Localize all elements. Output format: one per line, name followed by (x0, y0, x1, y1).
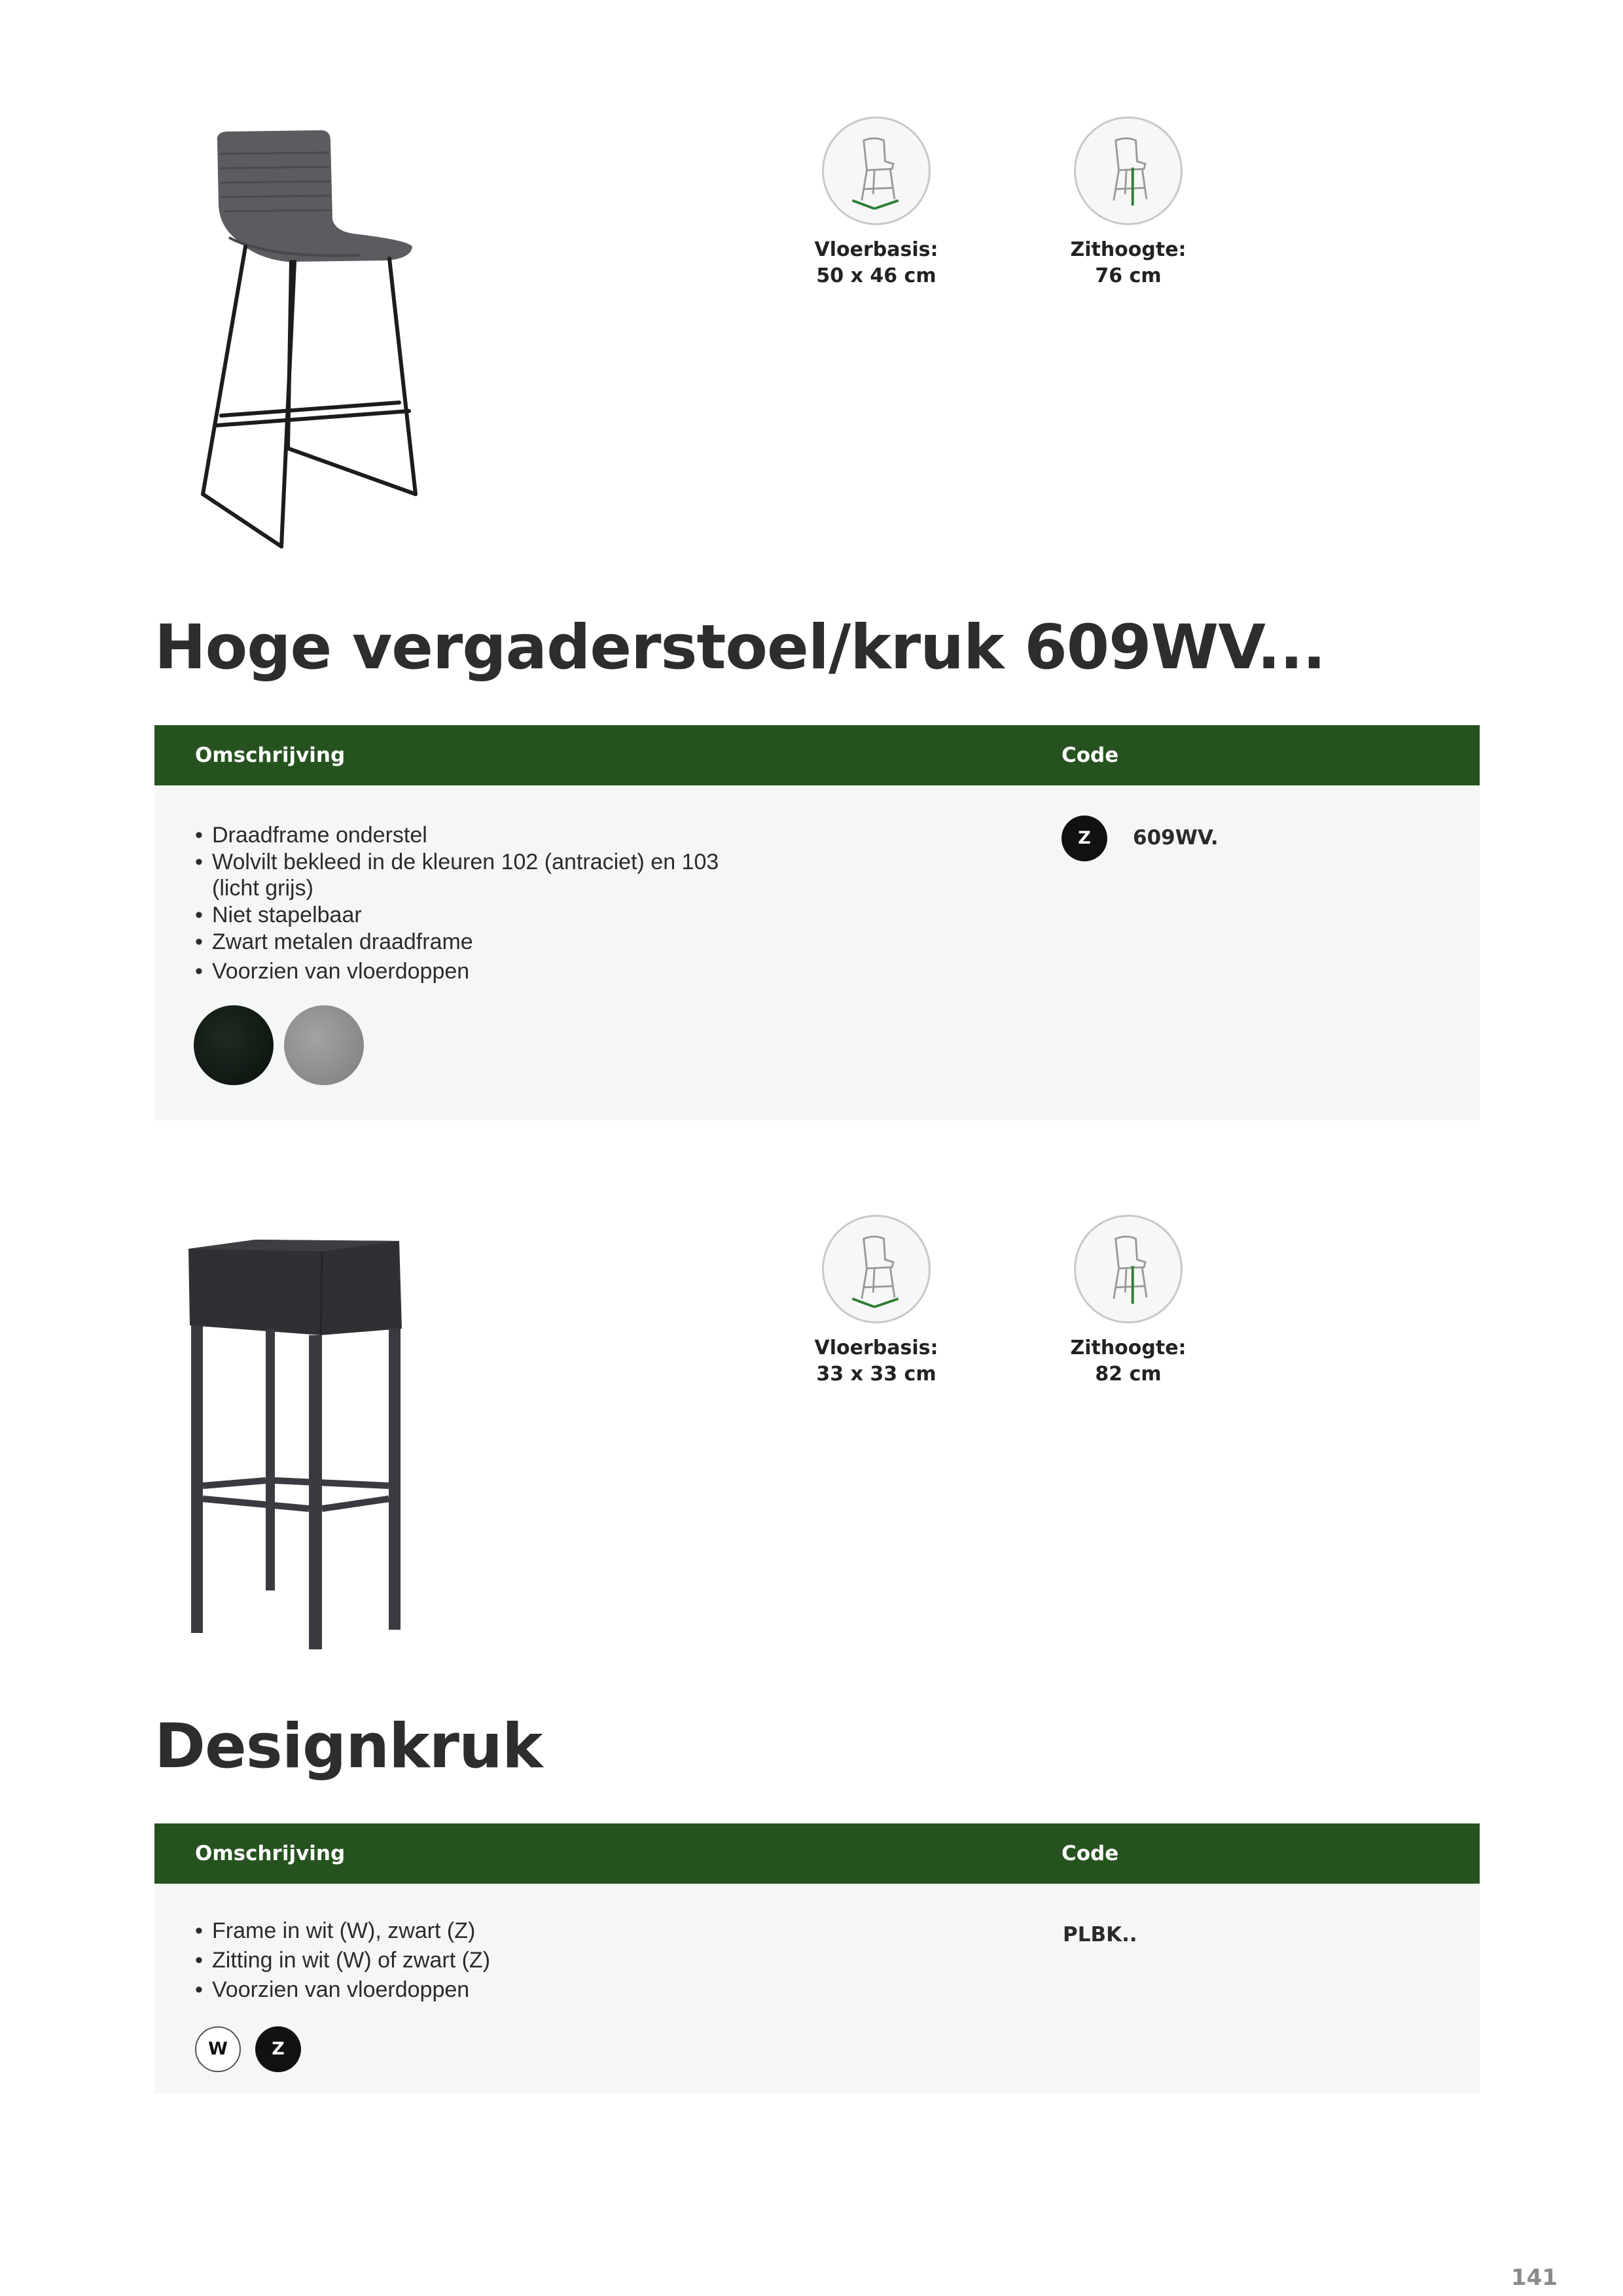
design-stool-image (183, 1237, 406, 1649)
list-item: • Wolvilt bekleed in de kleuren 102 (antraciet) en 103 (licht grijs) (195, 849, 732, 901)
list-item: • Frame in wit (W), zwart (Z) (195, 1918, 732, 1944)
list-item: • Voorzien van vloerdoppen (195, 1977, 732, 2003)
seat-height-icon (1074, 1215, 1183, 1323)
seat-height-icon (1074, 117, 1183, 225)
code-column-header: Code (1061, 1842, 1119, 1865)
description-column-header: Omschrijving (195, 1842, 346, 1865)
swatch-antraciet (194, 1005, 274, 1085)
floor-base-icon (822, 117, 931, 225)
description-list (195, 1918, 732, 2003)
list-item: • Draadframe onderstel (195, 822, 732, 848)
floor-base-icon (822, 1215, 931, 1323)
seat-height-value: 82 cm (1095, 1363, 1162, 1386)
table-body (154, 785, 1480, 1121)
seat-height-label: Zithoogte: (1070, 1336, 1186, 1359)
product-title: Designkruk (154, 1711, 543, 1782)
high-meeting-chair-image (190, 128, 438, 560)
swatch-licht-grijs (284, 1005, 364, 1085)
product-code: 609WV. (1133, 826, 1219, 850)
code-column-header: Code (1061, 744, 1119, 767)
color-badge-z: Z (1061, 816, 1107, 861)
list-item: • Niet stapelbaar (195, 902, 732, 928)
seat-height-spec (1043, 237, 1213, 289)
floor-base-value: 33 x 33 cm (816, 1363, 936, 1386)
list-item: • Voorzien van vloerdoppen (195, 958, 732, 984)
floor-base-spec (791, 1335, 961, 1388)
color-badge-z: Z (255, 2026, 301, 2072)
floor-base-value: 50 x 46 cm (816, 264, 936, 287)
product-code: PLBK.. (1063, 1923, 1137, 1946)
floor-base-spec (791, 237, 961, 289)
seat-height-spec (1043, 1335, 1213, 1388)
page-number: 141 (1511, 2265, 1558, 2291)
description-column-header: Omschrijving (195, 744, 346, 767)
list-item: • Zwart metalen draadframe (195, 929, 732, 955)
seat-height-value: 76 cm (1095, 264, 1162, 287)
seat-height-label: Zithoogte: (1070, 238, 1186, 261)
floor-base-label: Vloerbasis: (814, 238, 938, 261)
list-item: • Zitting in wit (W) of zwart (Z) (195, 1947, 732, 1973)
table-body (154, 1884, 1480, 2093)
table-header (154, 725, 1480, 785)
color-badge-w: W (195, 2026, 241, 2072)
table-header (154, 1823, 1480, 1884)
description-list (195, 822, 732, 985)
floor-base-label: Vloerbasis: (814, 1336, 938, 1359)
product-title: Hoge vergaderstoel/kruk 609WV... (154, 612, 1325, 683)
